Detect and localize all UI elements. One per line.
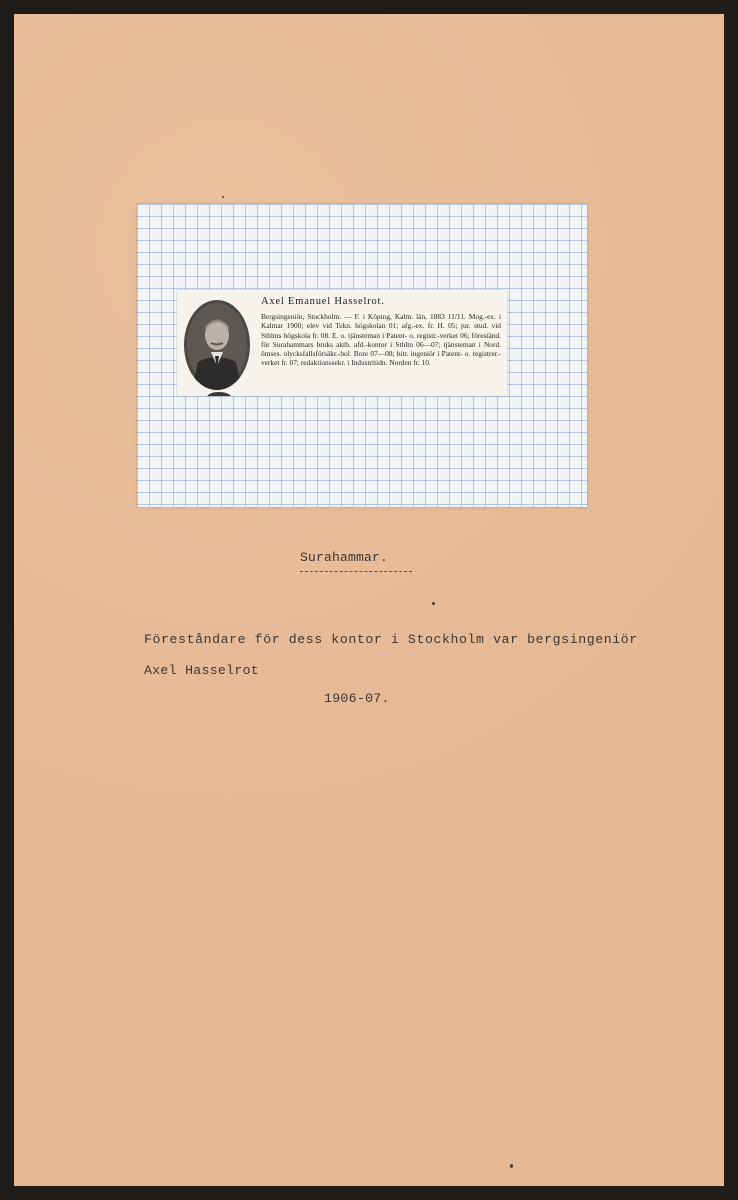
clipping-name: Axel Emanuel Hasselrot. xyxy=(261,296,385,307)
paper-speck xyxy=(510,1164,513,1168)
archival-sheet xyxy=(14,14,724,1186)
grid-paper-card xyxy=(137,204,587,507)
typed-line-1: Föreståndare för dess kontor i Stockholm var bergsingeniör xyxy=(144,632,638,647)
typed-line-3: 1906-07. xyxy=(324,691,390,706)
paper-speck xyxy=(432,602,435,605)
paper-speck xyxy=(222,196,224,198)
heading-underline xyxy=(300,571,412,572)
newspaper-clipping xyxy=(177,290,507,396)
typed-heading: Surahammar. xyxy=(300,550,389,565)
clipping-biography: Bergsingeniör, Stockholm. — F. i Köping, Kalm. län, 1883 11/11. Mog.-ex. i Kalmar 1900; elev vid Tekn. högskolan 01; afg.-ex. fr. H. 05; jur. stud. vid Sthlms högskola fr. 08. E. o. tjänsteman i Patent- o. registr.-verket 06; föreständ. för Surahammars bruks aktb. afd.-kontor i Sthlm 06—07; tjänsteman i Nord. ömses. olycksfallsförsäkr.-bol. Bore 07—08; bitr. ingeniör i Patent- o. registrer.-verket fr. 07; redaktionssekr. i Industritidn. Norden fr. 10. xyxy=(261,312,501,368)
next-portrait-edge xyxy=(207,392,231,396)
portrait-photo xyxy=(184,300,250,390)
typed-line-2: Axel Hasselrot xyxy=(144,663,259,678)
